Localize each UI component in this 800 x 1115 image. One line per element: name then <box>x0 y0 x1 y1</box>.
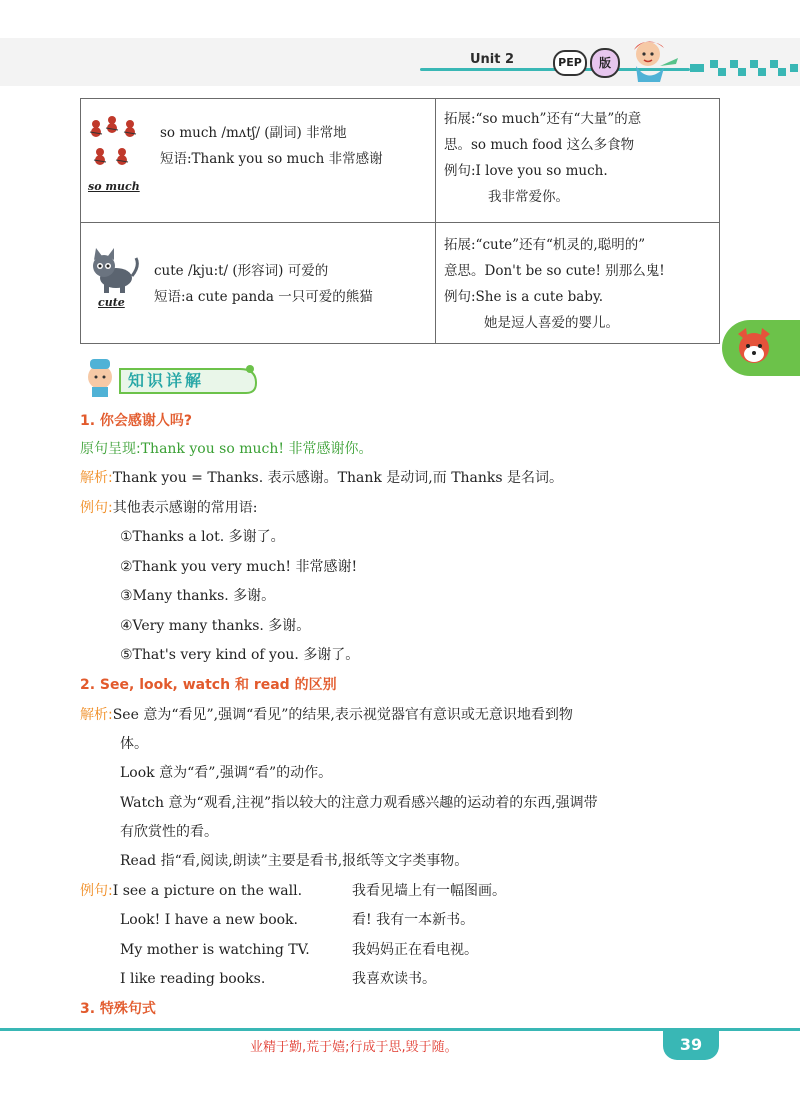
example-item: ①Thanks a lot. 多谢了。 <box>120 529 285 545</box>
vocab-phrase: 短语:Thank you so much 非常感谢 <box>160 151 383 167</box>
example-en: I see a picture on the wall. <box>112 883 303 899</box>
example-en: I like reading books. <box>120 971 266 987</box>
example-item: ④Very many thanks. 多谢。 <box>120 618 311 634</box>
vocab-extension: 思。so much food 这么多食物 <box>444 137 635 153</box>
orig-text: Thank you so much! 非常感谢你。 <box>140 441 373 457</box>
vocab-example: 例句:I love you so much. <box>444 163 608 179</box>
vocab-extension: 拓展:“so much”还有“大量”的意 <box>444 111 642 127</box>
vocab-example-translation: 我非常爱你。 <box>488 189 569 205</box>
analysis-line: See 意为“看见”,强调“看见”的结果,表示视觉器官有意识或无意识地看到物 <box>112 707 573 723</box>
vocab-phrase: 短语:a cute panda 一只可爱的熊猫 <box>154 289 373 305</box>
example-zh: 我看见墙上有一幅图画。 <box>352 883 506 899</box>
example-en: My mother is watching TV. <box>120 942 310 958</box>
s2-title: 2. See, look, watch 和 read 的区别 <box>80 677 337 693</box>
example-zh: 看! 我有一本新书。 <box>352 912 475 928</box>
example-zh: 我妈妈正在看电视。 <box>352 942 478 958</box>
analysis-line: Look 意为“看”,强调“看”的动作。 <box>120 765 333 781</box>
example-item: ③Many thanks. 多谢。 <box>120 588 276 604</box>
orig-label: 原句呈现: <box>80 441 141 457</box>
ants-icon <box>86 112 142 182</box>
example-item: ⑤That's very kind of you. 多谢了。 <box>120 647 360 663</box>
checker-decoration <box>690 60 800 80</box>
header-band <box>0 38 800 86</box>
analysis-line: Read 指“看,阅读,朗读”主要是看书,报纸等文字类事物。 <box>120 853 469 869</box>
analysis-line: 体。 <box>120 736 148 752</box>
vocab-headword: so much /mʌtʃ/ (副词) 非常地 <box>160 125 347 141</box>
example-en: Look! I have a new book. <box>120 912 298 928</box>
kitten-icon <box>86 246 140 294</box>
analysis-line: Watch 意为“观看,注视”指以较大的注意力观看感兴趣的运动着的东西,强调带 <box>120 795 598 811</box>
example-item: ②Thank you very much! 非常感谢! <box>120 559 358 575</box>
vocab-pic-label: cute <box>98 296 125 309</box>
example-zh: 我喜欢读书。 <box>352 971 436 987</box>
unit-label: Unit 2 <box>470 52 515 67</box>
vocab-example-translation: 她是逗人喜爱的婴儿。 <box>484 315 619 331</box>
edition-badge: 版 <box>590 48 620 78</box>
pep-badge: PEP <box>553 50 587 76</box>
vocab-extension: 拓展:“cute”还有“机灵的,聪明的” <box>444 237 646 253</box>
vocab-example: 例句:She is a cute baby. <box>444 289 604 305</box>
example-label: 例句: <box>80 883 113 899</box>
fox-icon <box>734 326 774 370</box>
s3-title: 3. 特殊句式 <box>80 1001 156 1017</box>
analysis-text: Thank you = Thanks. 表示感谢。Thank 是动词,而 Thanks 是名词。 <box>112 470 564 486</box>
table-column-divider <box>435 98 436 344</box>
analysis-label: 解析: <box>80 707 113 723</box>
example-intro: 其他表示感谢的常用语: <box>112 500 258 516</box>
vocab-headword: cute /kju:t/ (形容词) 可爱的 <box>154 263 329 279</box>
mascot-icon <box>620 36 680 84</box>
vocab-pic-label: so much <box>88 180 140 193</box>
vocab-extension: 意思。Don't be so cute! 别那么鬼! <box>444 263 665 279</box>
footer-motto: 业精于勤,荒于嬉;行成于思,毁于随。 <box>250 1040 458 1055</box>
example-label: 例句: <box>80 500 113 516</box>
s1-title: 1. 你会感谢人吗? <box>80 413 193 429</box>
page-number: 39 <box>663 1030 719 1060</box>
section-title: 知识详解 <box>128 371 205 390</box>
analysis-label: 解析: <box>80 470 113 486</box>
table-row-divider <box>80 222 720 223</box>
analysis-line: 有欣赏性的看。 <box>120 824 218 840</box>
